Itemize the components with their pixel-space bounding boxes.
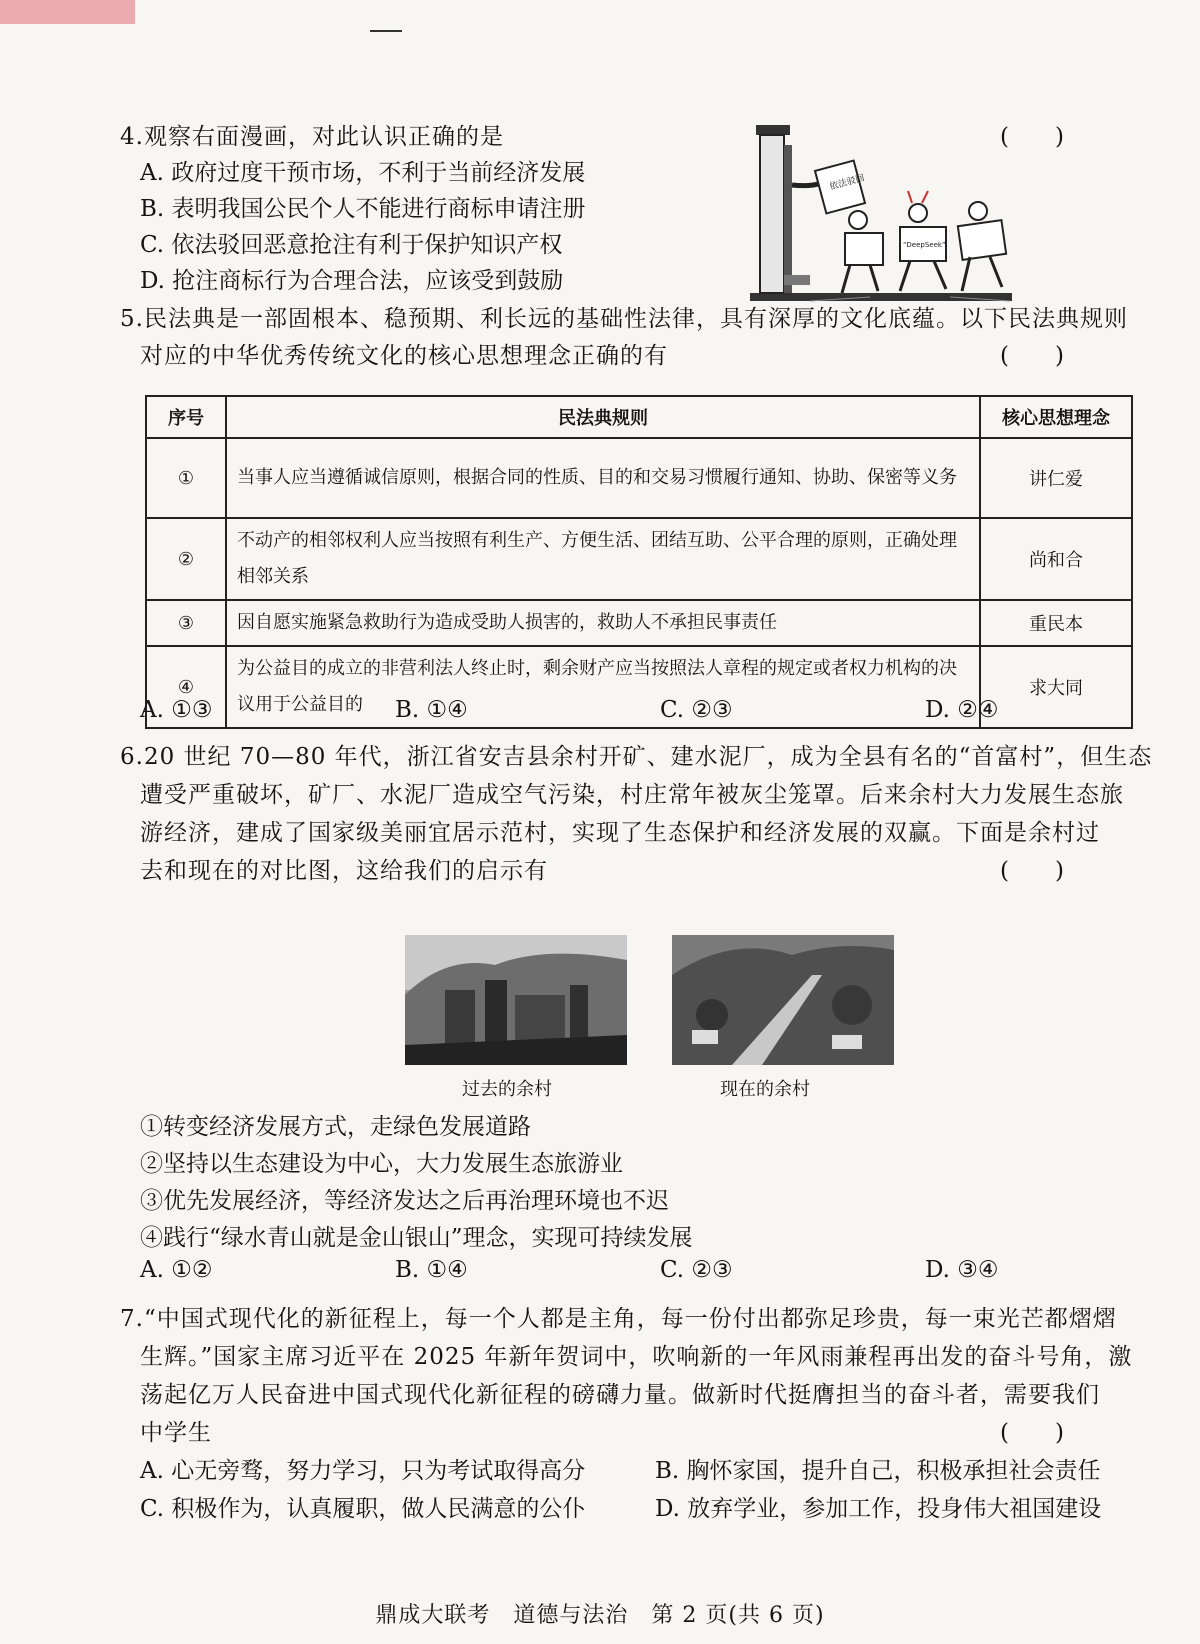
q4-stem: 4.观察右面漫画，对此认识正确的是 (120, 124, 504, 150)
q5-option-a: A. ①③ (140, 697, 213, 723)
q4-option-d: D. 抢注商标行为合理合法，应该受到鼓励 (140, 268, 564, 294)
civil-code-table (145, 395, 1133, 729)
row-concept: 求大同 (980, 646, 1132, 728)
svg-text:“DeepSeek”: “DeepSeek” (903, 241, 946, 249)
row-rule: 不动产的相邻权利人应当按照有利生产、方便生活、团结互助、公平合理的原则，正确处理相邻关系 (226, 518, 980, 600)
top-mark (370, 30, 402, 32)
table-header-row (146, 396, 1132, 438)
row-num: ④ (146, 646, 226, 728)
corner-stamp (0, 0, 135, 24)
q4-option-b: B. 表明我国公民个人不能进行商标申请注册 (140, 196, 586, 222)
q5-answer-paren: ( ) (1000, 343, 1064, 369)
q5-option-c: C. ②③ (660, 697, 733, 723)
q7-answer-paren: ( ) (1000, 1420, 1064, 1446)
q6-answer-paren: ( ) (1000, 858, 1064, 884)
row-concept: 重民本 (980, 600, 1132, 646)
header-rule: 民法典规则 (226, 396, 980, 438)
q6-statement-3: ③优先发展经济，等经济发达之后再治理环境也不迟 (140, 1188, 669, 1214)
q6-line4: 去和现在的对比图，这给我们的启示有 (140, 858, 548, 884)
row-num: ② (146, 518, 226, 600)
row-rule: 为公益目的成立的非营利法人终止时，剩余财产应当按照法人章程的规定或者权力机构的决议用于公益目的 (226, 646, 980, 728)
row-rule: 当事人应当遵循诚信原则，根据合同的性质、目的和交易习惯履行通知、协助、保密等义务 (226, 438, 980, 518)
q6-option-d: D. ③④ (925, 1257, 999, 1283)
q6-option-b: B. ①④ (395, 1257, 468, 1283)
q5-stem-line1: 5.民法典是一部固根本、稳预期、利长远的基础性法律，具有深厚的文化底蕴。以下民法典规则 (120, 306, 1128, 332)
row-num: ③ (146, 600, 226, 646)
q6-statement-4: ④践行“绿水青山就是金山银山”理念，实现可持续发展 (140, 1225, 693, 1251)
q6-statement-1: ①转变经济发展方式，走绿色发展道路 (140, 1114, 531, 1140)
row-num: ① (146, 438, 226, 518)
q5-stem-line2: 对应的中华优秀传统文化的核心思想理念正确的有 (140, 343, 668, 369)
row-rule: 因自愿实施紧急救助行为造成受助人损害的，救助人不承担民事责任 (226, 600, 980, 646)
q7-line4: 中学生 (140, 1420, 212, 1446)
past-village-caption: 过去的余村 (462, 1079, 552, 1100)
q6-option-a: A. ①② (140, 1257, 213, 1283)
row-concept: 讲仁爱 (980, 438, 1132, 518)
row-concept: 尚和合 (980, 518, 1132, 600)
past-village-photo (405, 935, 627, 1065)
q4-option-c: C. 依法驳回恶意抢注有利于保护知识产权 (140, 232, 563, 258)
q6-line1: 6.20 世纪 70—80 年代，浙江省安吉县余村开矿、建水泥厂，成为全县有名的“首富村”，但生态 (120, 744, 1153, 770)
q7-option-a: A. 心无旁骛，努力学习，只为考试取得高分 (140, 1458, 586, 1484)
cartoon-sign-text: 依法驳回 (828, 173, 866, 193)
q7-line1: 7.“中国式现代化的新征程上，每一个人都是主角，每一份付出都弥足珍贵，每一束光芒都熠熠 (120, 1306, 1117, 1332)
q4-option-a: A. 政府过度干预市场，不利于当前经济发展 (140, 160, 586, 186)
present-village-caption: 现在的余村 (720, 1079, 810, 1100)
header-num: 序号 (146, 396, 226, 438)
q7-line3: 荡起亿万人民奋进中国式现代化新征程的磅礴力量。做新时代挺膺担当的奋斗者，需要我们 (140, 1382, 1100, 1408)
q6-option-c: C. ②③ (660, 1257, 733, 1283)
q6-line2: 遭受严重破坏，矿厂、水泥厂造成空气污染，村庄常年被灰尘笼罩。后来余村大力发展生态旅 (140, 782, 1124, 808)
q7-option-d: D. 放弃学业，参加工作，投身伟大祖国建设 (655, 1496, 1102, 1522)
q5-option-b: B. ①④ (395, 697, 468, 723)
q6-line3: 游经济，建成了国家级美丽宜居示范村，实现了生态保护和经济发展的双赢。下面是余村过 (140, 820, 1100, 846)
q7-option-c: C. 积极作为，认真履职，做人民满意的公仆 (140, 1496, 586, 1522)
present-village-photo (672, 935, 894, 1065)
table-row (146, 518, 1132, 600)
trademark-cartoon (750, 125, 1012, 303)
q4-answer-paren: ( ) (1000, 124, 1064, 150)
q7-option-b: B. 胸怀家国，提升自己，积极承担社会责任 (655, 1458, 1101, 1484)
q6-statement-2: ②坚持以生态建设为中心，大力发展生态旅游业 (140, 1151, 623, 1177)
page-footer: 鼎成大联考 道德与法治 第 2 页(共 6 页) (375, 1603, 825, 1628)
q5-option-d: D. ②④ (925, 697, 999, 723)
header-concept: 核心思想理念 (980, 396, 1132, 438)
q7-line2: 生辉。”国家主席习近平在 2025 年新年贺词中，吹响新的一年风雨兼程再出发的奋斗号角，激 (140, 1344, 1133, 1370)
table-row (146, 438, 1132, 518)
table-row (146, 600, 1132, 646)
